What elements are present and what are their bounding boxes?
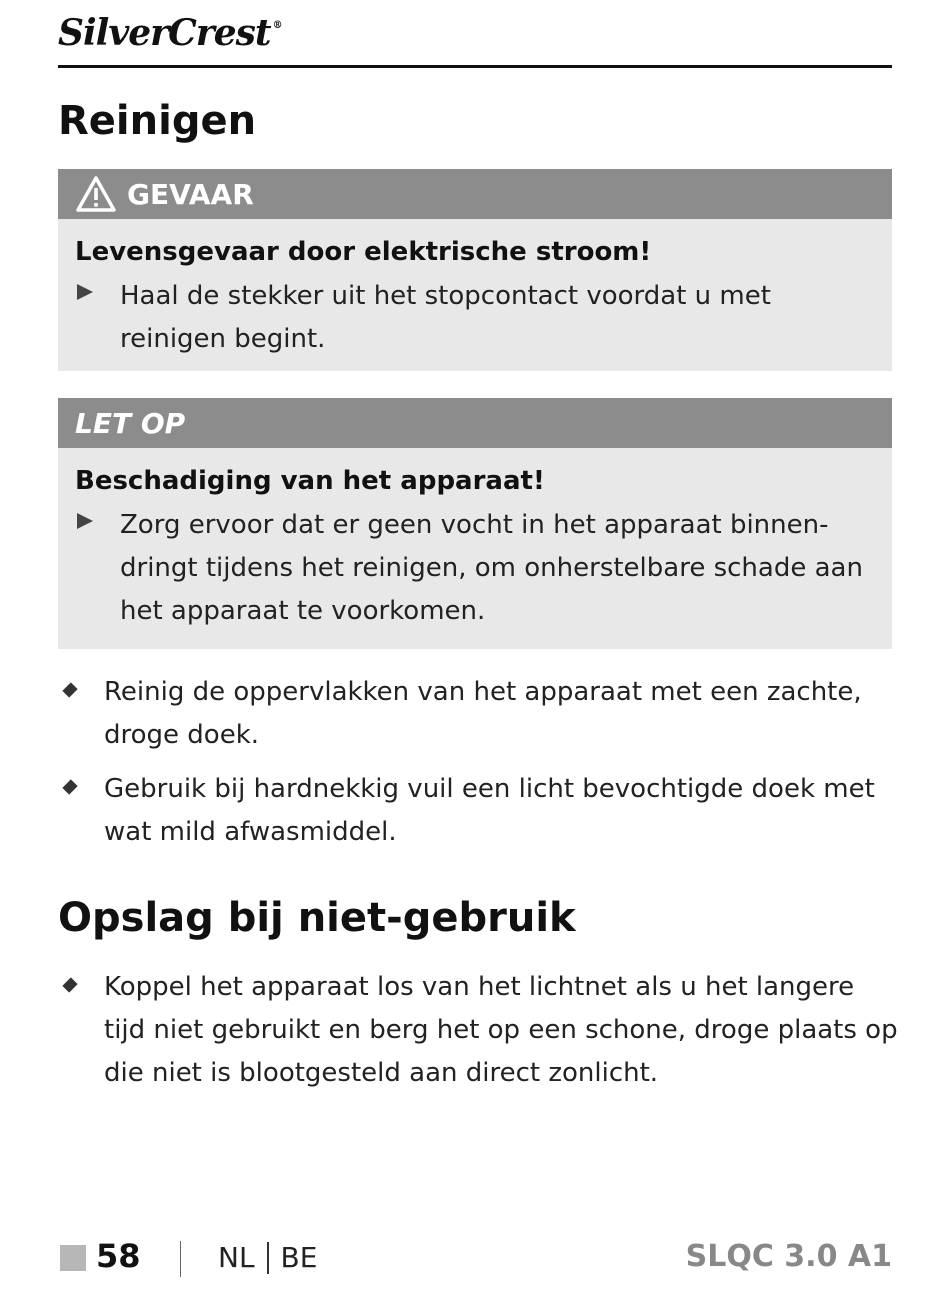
caution-instruction <box>58 496 892 633</box>
page-footer <box>58 1237 892 1281</box>
caution-header <box>58 398 892 448</box>
brand-logo <box>58 12 282 54</box>
registered-mark: ® <box>272 20 282 31</box>
list-item <box>58 671 898 757</box>
caution-box <box>58 398 892 649</box>
caution-title: Beschadiging van het apparaat! <box>75 466 545 496</box>
caution-label: LET OP <box>75 406 186 440</box>
section-title-cleaning: Reinigen <box>58 98 257 144</box>
caution-instruction-text: Zorg ervoor dat er geen vocht in het apparaat binnendringt tijdens het reinigen, om onherstelbare schade aan het apparaat te voorkomen. <box>120 510 863 626</box>
header-rule <box>58 65 892 68</box>
section-title-storage: Opslag bij niet-gebruik <box>58 895 576 941</box>
diamond-bullet-icon <box>62 779 77 794</box>
cleaning-bullet-list <box>58 671 898 865</box>
danger-title: Levensgevaar door elektrische stroom! <box>75 237 652 267</box>
list-item-text: Reinig de oppervlakken van het apparaat met een zachte, droge doek. <box>104 677 862 750</box>
arrow-bullet-icon <box>77 513 93 529</box>
language-be: BE <box>280 1241 318 1274</box>
list-item <box>58 966 898 1095</box>
danger-instruction-text: Haal de stekker uit het stopcontact voordat u met reinigen begint. <box>120 281 771 354</box>
language-codes <box>218 1241 317 1274</box>
page-number: 58 <box>96 1237 141 1275</box>
danger-box <box>58 169 892 371</box>
arrow-bullet-icon <box>77 284 93 300</box>
model-number: SLQC 3.0 A1 <box>685 1239 892 1274</box>
list-item-text: Koppel het apparaat los van het lichtnet als u het langere tijd niet gebruikt en berg het op een schone, droge plaats op die niet is blootgesteld aan direct zonlicht. <box>104 972 898 1088</box>
danger-instruction <box>58 267 892 361</box>
diamond-bullet-icon <box>62 977 77 992</box>
warning-triangle-icon <box>75 175 117 213</box>
danger-header <box>58 169 892 219</box>
list-item <box>58 768 898 854</box>
diamond-bullet-icon <box>62 682 77 697</box>
language-divider <box>267 1242 269 1274</box>
page-marker-square <box>60 1245 86 1271</box>
storage-bullet-list <box>58 966 898 1106</box>
brand-name: SilverCrest <box>58 12 271 54</box>
footer-divider <box>180 1241 181 1277</box>
list-item-text: Gebruik bij hardnekkig vuil een licht bevochtigde doek met wat mild afwasmiddel. <box>104 774 875 847</box>
danger-label: GEVAAR <box>127 177 254 211</box>
language-nl: NL <box>218 1241 255 1274</box>
